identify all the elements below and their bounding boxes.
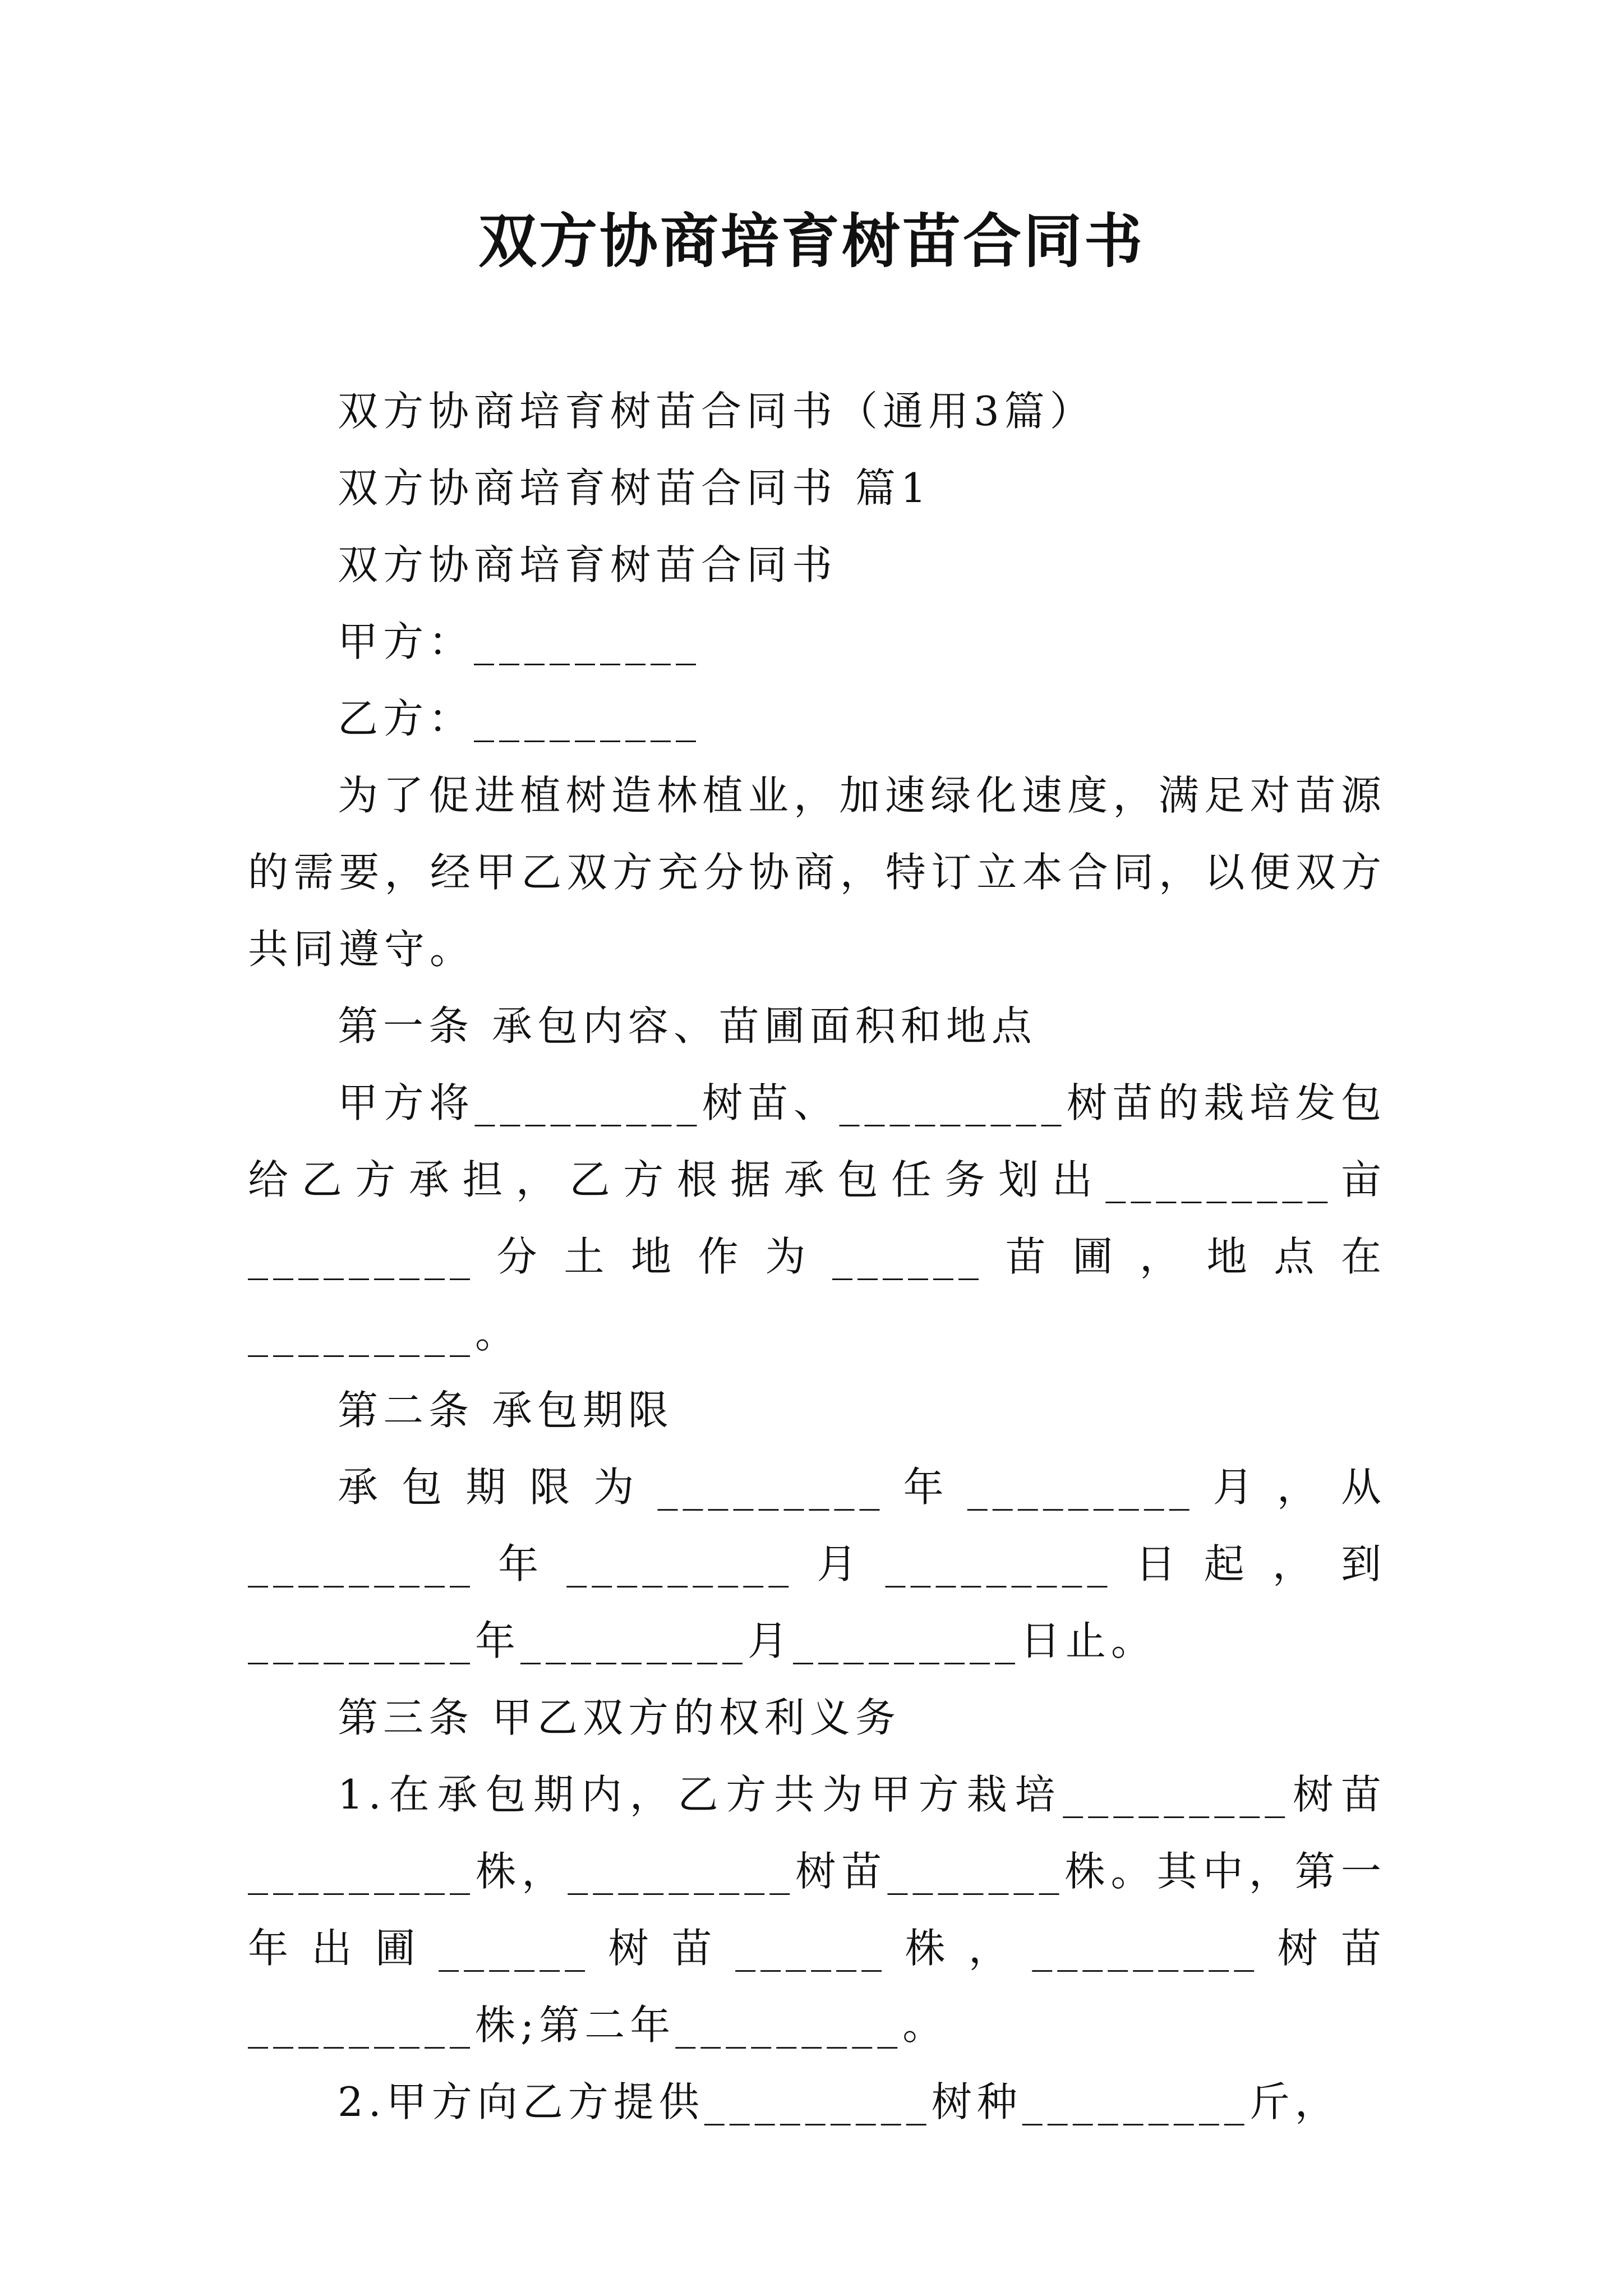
- preamble-paragraph: 为了促进植树造林植业，加速绿化速度，满足对苗源的需要，经甲乙双方充分协商，特订立本合同，以便双方共同遵守。: [248, 772, 1386, 973]
- article-2-text: 承包期限为_________年_________月，从_________年_________月_________日起，到_________年_________月_________日止。: [248, 1464, 1386, 1664]
- section-heading: 双方协商培育树苗合同书 篇1: [338, 464, 932, 512]
- document-body: [248, 373, 1386, 2141]
- article-3-heading: 第三条 甲乙双方的权利义务: [338, 1694, 901, 1741]
- document-title: 双方协商培育树苗合同书: [478, 206, 1145, 275]
- doc-subtitle: 双方协商培育树苗合同书（通用3篇）: [338, 388, 1095, 435]
- article-1-text: 甲方将_________树苗、_________树苗的栽培发包给乙方承担，乙方根据承包任务划出_________亩_________分土地作为______苗圃，地点在_________。: [248, 1079, 1386, 1357]
- article-2-heading: 第二条 承包期限: [338, 1387, 674, 1434]
- contract-name: 双方协商培育树苗合同书: [338, 541, 838, 588]
- article-3-item-2: 2.甲方向乙方提供_________树种_________斤，: [338, 2078, 1340, 2125]
- article-1-heading: 第一条 承包内容、苗圃面积和地点: [338, 1002, 1037, 1050]
- article-3-item-1: 1.在承包期内，乙方共为甲方栽培_________树苗_________株，_________树苗_______株。其中，第一年出圃______树苗______株，_________树苗_________株;第二年_________。: [248, 1771, 1386, 2049]
- party-a-line: 甲方：_________: [338, 618, 702, 665]
- party-b-line: 乙方：_________: [338, 695, 702, 742]
